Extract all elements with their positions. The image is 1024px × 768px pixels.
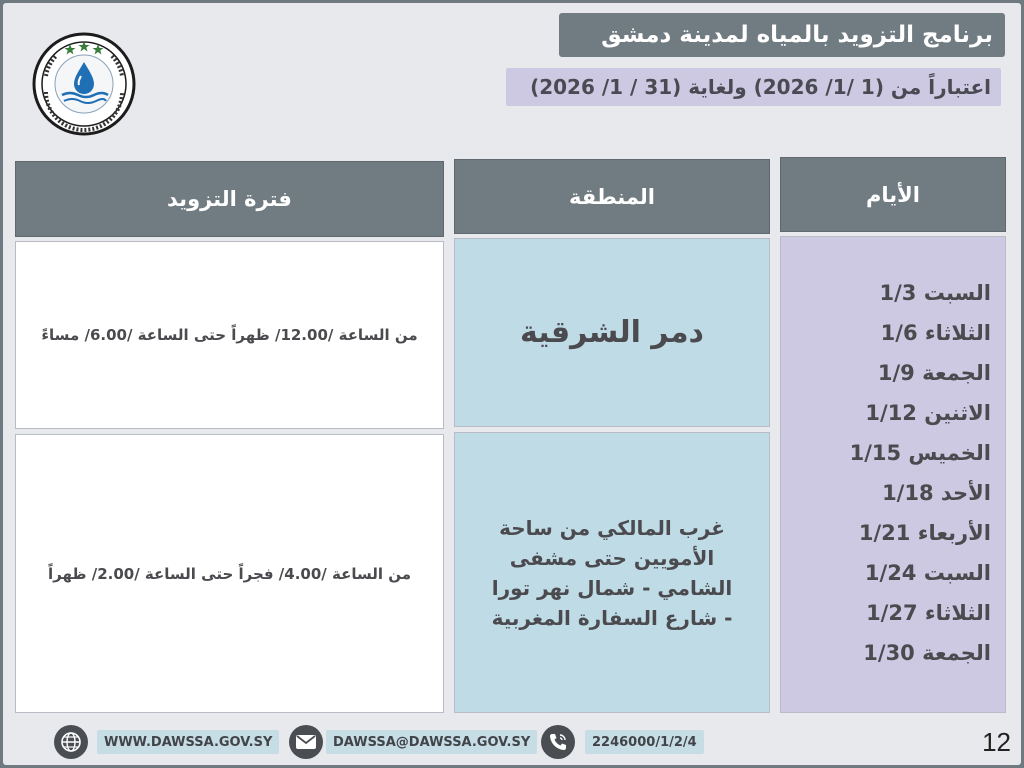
region-header: المنطقة (454, 159, 770, 234)
days-header: الأيام (780, 157, 1006, 232)
page-number: 12 (982, 727, 1011, 757)
day-item: الأربعاء 1/21 (858, 521, 991, 545)
website-link[interactable]: WWW.DAWSSA.GOV.SY (97, 730, 279, 754)
date-range-subtitle: اعتباراً من (1 /1/ 2026) ولغاية (31 / 1/ 2026) (506, 68, 1001, 106)
water-authority-logo (32, 32, 136, 136)
phone-number: 2246000/1/2/4 (585, 730, 704, 754)
page (3, 3, 1021, 765)
period-cell-1: من الساعة /12.00/ ظهراً حتى الساعة /6.00/ مساءً (15, 241, 444, 429)
day-item: الخميس 1/15 (849, 441, 991, 465)
days-list (791, 273, 991, 673)
day-item: السبت 1/3 (879, 281, 991, 305)
day-item: الثلاثاء 1/6 (880, 321, 991, 345)
page-title: برنامج التزويد بالمياه لمدينة دمشق (559, 13, 1005, 57)
days-cell (780, 236, 1006, 713)
day-item: الأحد 1/18 (882, 481, 991, 505)
period-cell-2: من الساعة /4.00/ فجراً حتى الساعة /2.00/ ظهراً (15, 434, 444, 713)
day-item: الجمعة 1/30 (863, 641, 991, 665)
day-item: السبت 1/24 (864, 561, 991, 585)
region-cell-2: غرب المالكي من ساحة الأمويين حتى مشفى الشامي - شمال نهر تورا - شارع السفارة المغربية (454, 432, 770, 713)
globe-icon (54, 725, 88, 759)
day-item: الاثنين 1/12 (865, 401, 991, 425)
phone-icon (541, 725, 575, 759)
region-cell-1: دمر الشرقية (454, 238, 770, 427)
day-item: الثلاثاء 1/27 (866, 601, 991, 625)
email-link[interactable]: DAWSSA@DAWSSA.GOV.SY (326, 730, 537, 754)
envelope-icon (289, 725, 323, 759)
day-item: الجمعة 1/9 (877, 361, 991, 385)
period-header: فترة التزويد (15, 161, 444, 237)
